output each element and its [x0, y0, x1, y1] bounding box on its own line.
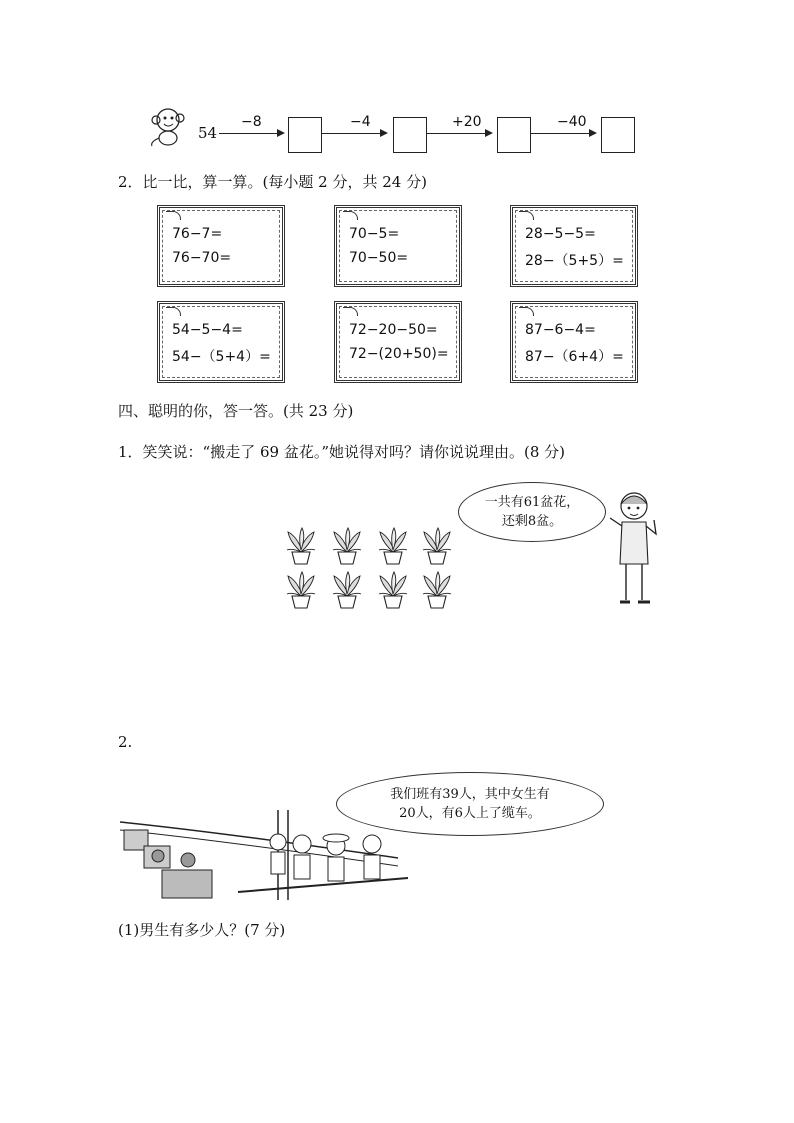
- chain-answer-box-2[interactable]: [393, 117, 427, 153]
- q1-text: 1．笑笑说：“搬走了 69 盆花。”她说得对吗？请你说说理由。(8 分): [118, 443, 566, 461]
- chain-op-1: −8: [241, 114, 262, 130]
- chain-answer-box-1[interactable]: [288, 117, 322, 153]
- calc-1b: 76−70=: [172, 250, 232, 266]
- calc-4a: 54−5−4=: [172, 322, 243, 338]
- calc-3a: 28−5−5=: [525, 226, 596, 242]
- chain-arrow-2: [322, 133, 386, 134]
- section4-heading: 四、聪明的你，答一答。(共 23 分): [118, 402, 354, 420]
- leaf-decoration: [343, 307, 358, 316]
- speech-bubble-q1: [458, 482, 606, 542]
- bubble-q2-line2: 20人，有6人上了缆车。: [399, 806, 541, 821]
- calc-frame-3: [510, 205, 638, 287]
- leaf-decoration: [343, 211, 358, 220]
- calc-1a: 76−7=: [172, 226, 223, 242]
- calc-frame-4: [157, 301, 285, 383]
- calc-4b: 54−（5+4）=: [172, 349, 271, 365]
- calc-frame-6: [510, 301, 638, 383]
- flower-pots-illustration: [284, 524, 464, 616]
- chain-arrow-4: [531, 133, 595, 134]
- bubble-q1-line2: 还剩8盆。: [501, 514, 563, 529]
- chain-start-number: 54: [198, 124, 218, 142]
- calc-2b: 70−50=: [349, 250, 409, 266]
- chain-op-3: +20: [452, 114, 482, 130]
- calc-frame-1: [157, 205, 285, 287]
- leaf-decoration: [519, 307, 534, 316]
- bubble-q1-line1: 一共有61盆花，: [484, 495, 580, 510]
- bubble-q2-line1: 我们班有39人，其中女生有: [390, 787, 550, 802]
- q2-sub1-text: (1)男生有多少人？(7 分): [118, 921, 286, 939]
- chain-op-4: −40: [557, 114, 587, 130]
- monkey-icon: [146, 104, 194, 148]
- chain-answer-box-4[interactable]: [601, 117, 635, 153]
- calc-6b: 87−（6+4）=: [525, 349, 624, 365]
- chain-answer-box-3[interactable]: [497, 117, 531, 153]
- leaf-decoration: [519, 211, 534, 220]
- q2-number: 2.: [118, 733, 133, 751]
- calc-3b: 28−（5+5）=: [525, 253, 624, 269]
- speech-bubble-q2: [336, 772, 604, 836]
- calc-6a: 87−6−4=: [525, 322, 596, 338]
- chain-arrow-3: [427, 133, 491, 134]
- chain-arrow-1: [219, 133, 283, 134]
- girl-figure: [604, 490, 666, 614]
- leaf-decoration: [166, 307, 181, 316]
- calc-5b: 72−(20+50)=: [349, 346, 449, 362]
- calc-frame-5: [334, 301, 462, 383]
- chain-op-2: −4: [350, 114, 371, 130]
- leaf-decoration: [166, 211, 181, 220]
- calc-frame-2: [334, 205, 462, 287]
- calc-2a: 70−5=: [349, 226, 400, 242]
- calc-5a: 72−20−50=: [349, 322, 438, 338]
- section2-heading: 2．比一比，算一算。(每小题 2 分，共 24 分): [118, 173, 427, 191]
